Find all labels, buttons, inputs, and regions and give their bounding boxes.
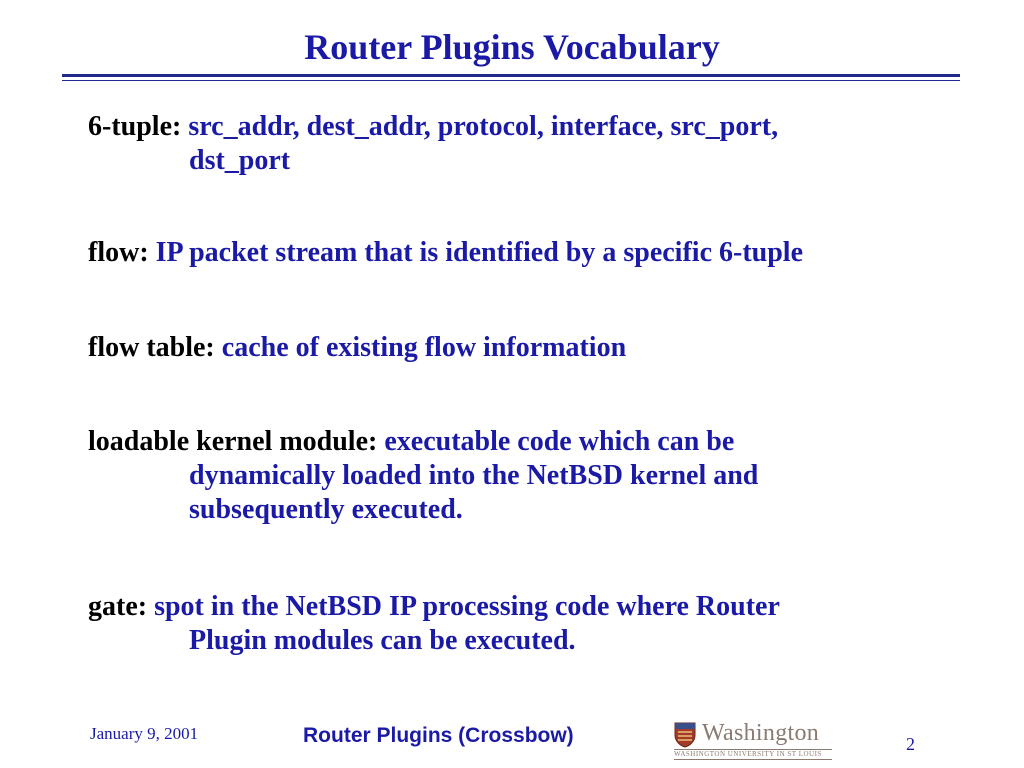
- definition-loadable-kernel-module-line3: subsequently executed.: [189, 494, 463, 525]
- definition-gate-line2: Plugin modules can be executed.: [189, 625, 576, 656]
- vocab-entry-gate: [88, 590, 978, 658]
- vocab-entry-6-tuple: [88, 110, 978, 178]
- logo-subline: WASHINGTON UNIVERSITY IN ST LOUIS: [674, 749, 832, 760]
- logo-wordmark: Washington: [702, 720, 820, 746]
- title-divider-thick: [62, 74, 960, 77]
- title-divider-thin: [62, 80, 960, 81]
- vocab-entry-flow-table: [88, 331, 978, 365]
- term-6-tuple: 6-tuple:: [88, 111, 182, 142]
- definition-flow-table: cache of existing flow information: [221, 332, 627, 363]
- definition-gate: spot in the NetBSD IP processing code where Router: [154, 591, 780, 622]
- footer-date: January 9, 2001: [90, 724, 199, 743]
- definition-6-tuple-line2: dst_port: [189, 145, 291, 176]
- slide-title: Router Plugins Vocabulary: [304, 27, 720, 67]
- definition-loadable-kernel-module-line2: dynamically loaded into the NetBSD kernel and: [189, 460, 759, 491]
- term-flow: flow:: [88, 237, 149, 268]
- term-gate: gate:: [88, 591, 148, 622]
- definition-flow: IP packet stream that is identified by a specific 6-tuple: [155, 237, 803, 268]
- definition-6-tuple: src_addr, dest_addr, protocol, interface, src_port,: [188, 111, 779, 142]
- vocab-entry-loadable-kernel-module: [88, 425, 978, 527]
- washington-university-logo: [674, 722, 834, 762]
- term-flow-table: flow table:: [88, 332, 215, 363]
- term-loadable-kernel-module: loadable kernel module:: [88, 426, 378, 457]
- definition-loadable-kernel-module: executable code which can be: [384, 426, 735, 457]
- footer-presentation-title: Router Plugins (Crossbow): [303, 724, 574, 747]
- page-number: 2: [906, 734, 915, 754]
- university-shield-icon: [674, 722, 696, 748]
- vocab-entry-flow: [88, 236, 978, 270]
